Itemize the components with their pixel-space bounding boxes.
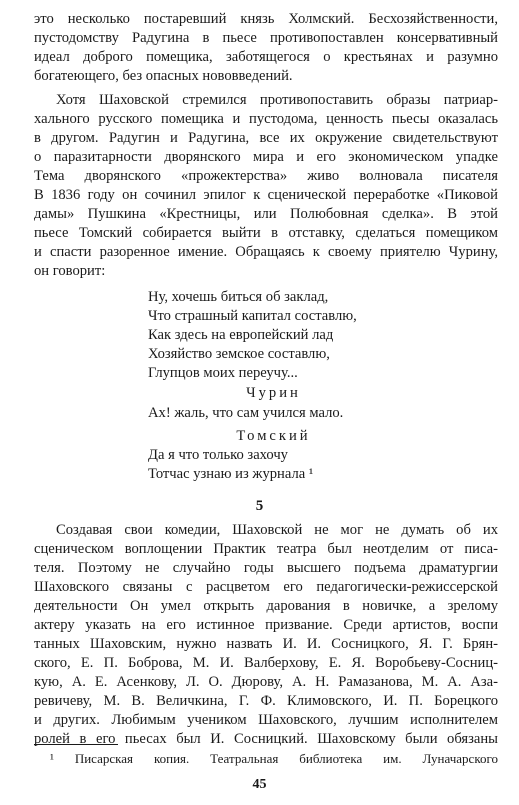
- speaker-name: Томский: [236, 428, 311, 444]
- page-number: 45: [252, 777, 267, 792]
- text-line: и спасти разоренное имение. Обращаясь к своему приятелю Чурину,: [34, 244, 498, 260]
- text-line: ревичеву, М. В. Величкина, Г. Ф. Климовского, И. П. Борецкого: [34, 693, 498, 709]
- verse-line: Как здесь на европейский лад: [148, 327, 334, 343]
- text-line: ролей в его пьесах был И. Сосницкий. Шаховскому были обязаны: [34, 731, 498, 747]
- verse-line: Глупцов моих переучу...: [148, 365, 298, 381]
- text-line: и других. Любимым учеником Шаховского, лучшим исполнителем: [34, 712, 498, 728]
- text-line: актеру указать на его истинное призвание. Среди артистов, воспи: [34, 617, 498, 633]
- verse-line: Что страшный капитал составлю,: [148, 308, 357, 324]
- text-line: это несколько постаревший князь Холмский. Бесхозяйственности,: [34, 11, 498, 27]
- footnote-divider: [34, 744, 118, 745]
- text-line: Тема дворянского «прожектерства» живо волновала писателя: [34, 168, 498, 184]
- verse-line: Ах! жаль, что сам учился мало.: [148, 405, 344, 421]
- text-line: пьесе Томский собирается выйти в отставку, сделаться помещиком: [34, 225, 498, 241]
- text-line: дамы» Пушкина «Крестницы, или Полюбовная сделка». В этой: [34, 206, 498, 222]
- text-line: хального русского помещика и пустодома, ценность пьесы оказалась: [34, 111, 498, 127]
- verse-line: Да я что только захочу: [148, 447, 288, 463]
- verse-line: Ну, хочешь биться об заклад,: [148, 289, 329, 305]
- footnote: ¹ Писарская копия. Театральная библиотека им. Луначарского: [50, 751, 498, 766]
- text-line: ского, Е. П. Боброва, М. И. Валберхову, Е. Я. Воробьеву-Сосниц-: [34, 655, 498, 671]
- speaker-name: Чурин: [246, 385, 301, 401]
- verse-line: Хозяйство земское составлю,: [148, 346, 330, 362]
- text-line: Шаховского связаны с расцветом его педагогически-режиссерской: [34, 579, 498, 595]
- text-line: пустодомству Радугина в пьесе противопоставлен консервативный: [34, 30, 498, 46]
- text-line: В 1836 году он сочинил эпилог к сценической переработке «Пиковой: [34, 187, 498, 203]
- text-line: богатеющего, без опасных нововведений.: [34, 68, 293, 84]
- verse-line: Тотчас узнаю из журнала ¹: [148, 466, 314, 482]
- text-line: в другом. Радугин и Радугина, все их окружение свидетельствуют: [34, 130, 498, 146]
- text-line: Создавая свои комедии, Шаховской не мог не думать об их: [56, 522, 498, 538]
- text-line: танных Шаховским, нужно назвать И. И. Сосницкого, Я. Г. Брян-: [34, 636, 498, 652]
- text-line: теля. Поэтому не случайно годы высшего подъема драматургии: [34, 560, 498, 576]
- text-line: Хотя Шаховской стремился противопоставить образы патриар-: [56, 92, 498, 108]
- text-line: о паразитарности дворянского мира и его экономическом упадке: [34, 149, 498, 165]
- text-line: он говорит:: [34, 263, 106, 279]
- text-line: деятельности Он умел открыть дарования в новичке, а зрелому: [34, 598, 498, 614]
- text-line: сценическом воплощении Практик театра был неотделим от писа-: [34, 541, 498, 557]
- section-number: 5: [255, 498, 264, 514]
- text-line: кую, А. Е. Асенкову, Л. О. Дюрову, А. Н. Рамазанова, М. А. Аза-: [34, 674, 498, 690]
- text-line: идеал доброго помещика, заботящегося о крестьянах и разумно: [34, 49, 498, 65]
